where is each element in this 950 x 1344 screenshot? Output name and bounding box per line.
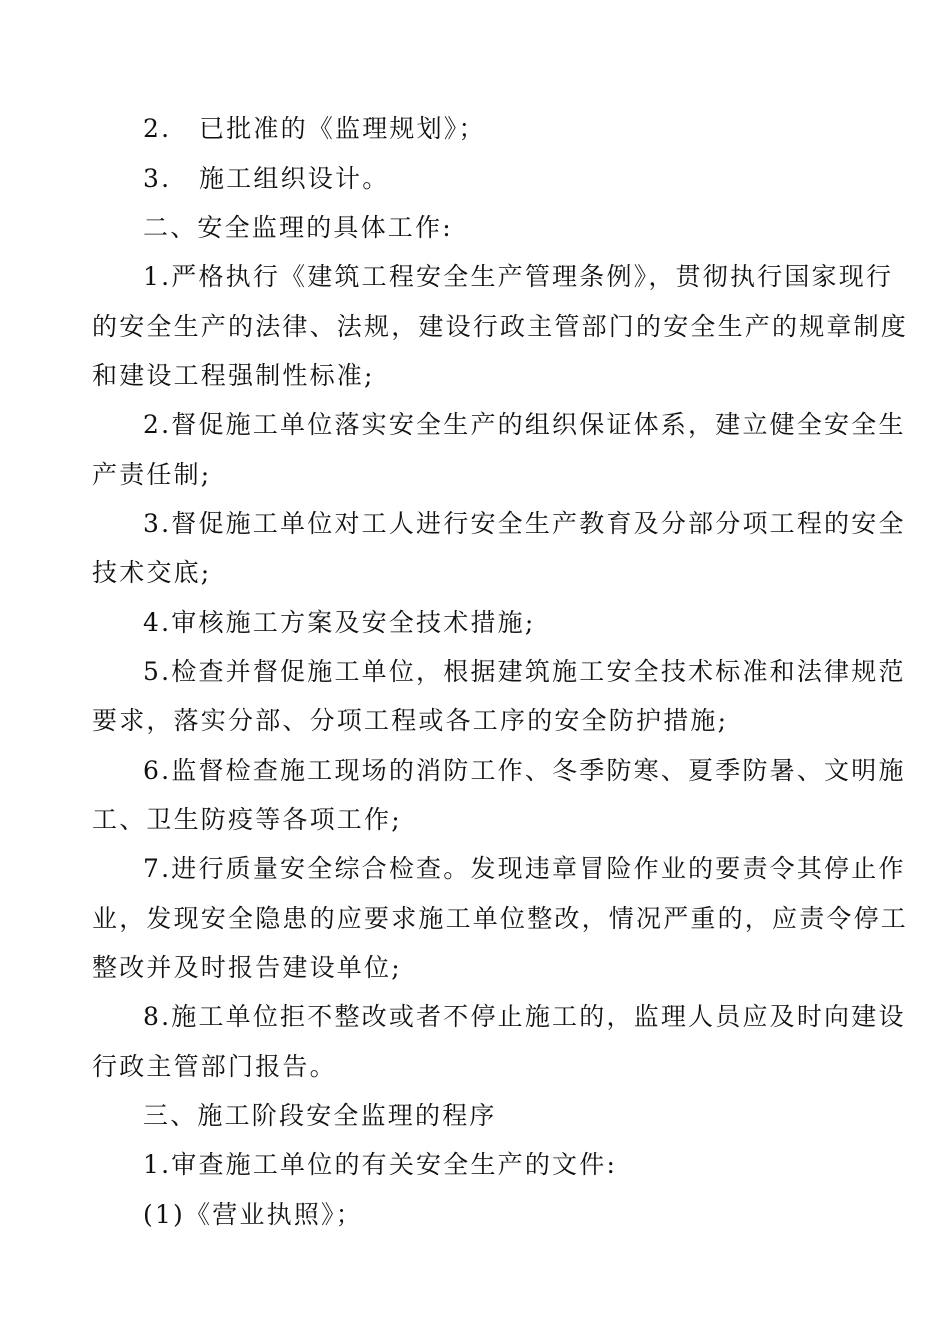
paragraph-line: 整改并及时报告建设单位; — [92, 953, 402, 982]
paragraph-line: 2.督促施工单位落实安全生产的组织保证体系，建立健全安全生 — [143, 410, 906, 439]
paragraph-line: 5.检查并督促施工单位，根据建筑施工安全技术标准和法律规范 — [143, 657, 906, 686]
paragraph-line: 技术交底; — [92, 558, 212, 587]
paragraph-line: 业，发现安全隐患的应要求施工单位整改，情况严重的，应责令停工 — [92, 904, 909, 933]
paragraph-line: 3.督促施工单位对工人进行安全生产教育及分部分项工程的安全 — [143, 509, 906, 538]
paragraph-line: (1)《营业执照》； — [143, 1200, 363, 1229]
item-number: 2. — [143, 114, 172, 143]
paragraph-line: 产责任制; — [92, 460, 212, 489]
paragraph-line: 要求，落实分部、分项工程或各工序的安全防护措施; — [92, 706, 729, 735]
paragraph-line: 1.审查施工单位的有关安全生产的文件: — [143, 1150, 618, 1179]
paragraph-line: 的安全生产的法律、法规，建设行政主管部门的安全生产的规章制度 — [92, 312, 909, 341]
list-item-approved-supervision-plan — [143, 114, 913, 144]
paragraph-line: 工、卫生防疫等各项工作; — [92, 805, 402, 834]
section-heading-safety-work: 二、安全监理的具体工作: — [143, 213, 453, 242]
paragraph-line: 行政主管部门报告。 — [92, 1052, 337, 1081]
list-item-construction-design — [143, 164, 913, 194]
paragraph-line: 6.监督检查施工现场的消防工作、冬季防寒、夏季防暑、文明施 — [143, 756, 906, 785]
item-text: 施工组织设计。 — [199, 164, 390, 193]
section-heading-procedure: 三、施工阶段安全监理的程序 — [143, 1101, 497, 1130]
item-number: 3. — [143, 164, 172, 193]
paragraph-line: 8.施工单位拒不整改或者不停止施工的，监理人员应及时向建设 — [143, 1002, 906, 1031]
item-text: 已批准的《监理规划》； — [199, 114, 486, 143]
paragraph-line: 4.审核施工方案及安全技术措施; — [143, 608, 536, 637]
paragraph-line: 1.严格执行《建筑工程安全生产管理条例》，贯彻执行国家现行 — [143, 262, 894, 291]
paragraph-line: 和建设工程强制性标准; — [92, 361, 375, 390]
paragraph-line: 7.进行质量安全综合检查。发现违章冒险作业的要责令其停止作 — [143, 854, 906, 883]
